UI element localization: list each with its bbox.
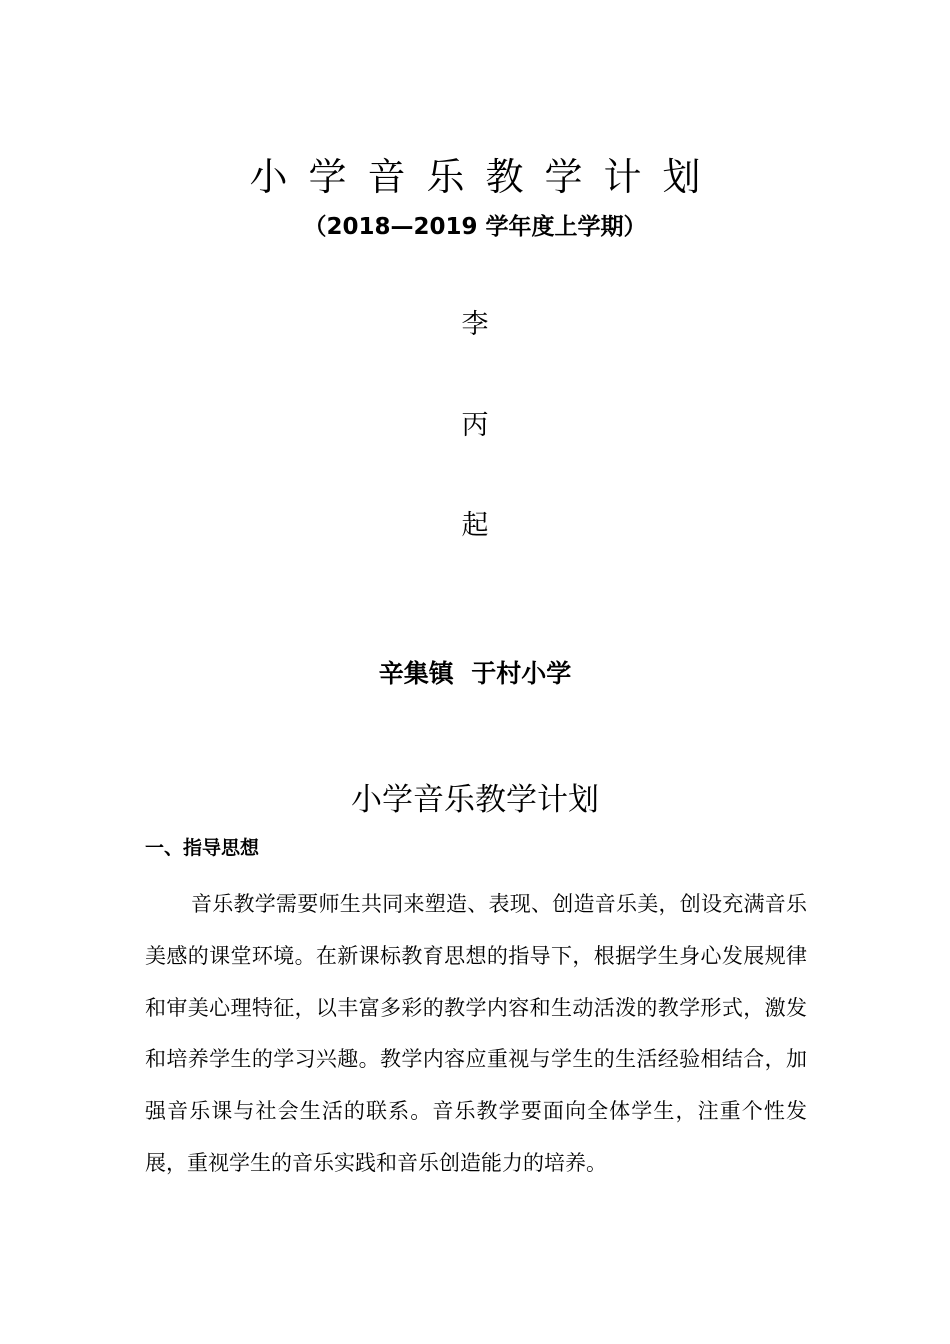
cover-subtitle: （2018—2019 学年度上学期） (303, 214, 647, 240)
school-name: 辛集镇 于村小学 (378, 659, 572, 688)
section-heading: 一、指导思想 (145, 837, 260, 859)
cover-title: 小学音乐教学计划 (249, 155, 722, 199)
author-name-char-1: 李 (461, 309, 489, 340)
author-name-char-2: 丙 (461, 410, 489, 441)
document-title: 小学音乐教学计划 (351, 782, 599, 818)
guiding-ideology-paragraph: 音乐教学需要师生共同来塑造、表现、创造音乐美，创设充满音乐美感的课堂环境。在新课标教育思想的指导下，根据学生身心发展规律和审美心理特征，以丰富多彩的教学内容和生动活泼的教学形式，激发和培养学生的学习兴趣。教学内容应重视与学生的生活经验相结合，加强音乐课与社会生活的联系。音乐教学要面向全体学生，注重个性发展，重视学生的音乐实践和音乐创造能力的培养。 (145, 892, 807, 1175)
author-name-char-3: 起 (461, 510, 489, 541)
